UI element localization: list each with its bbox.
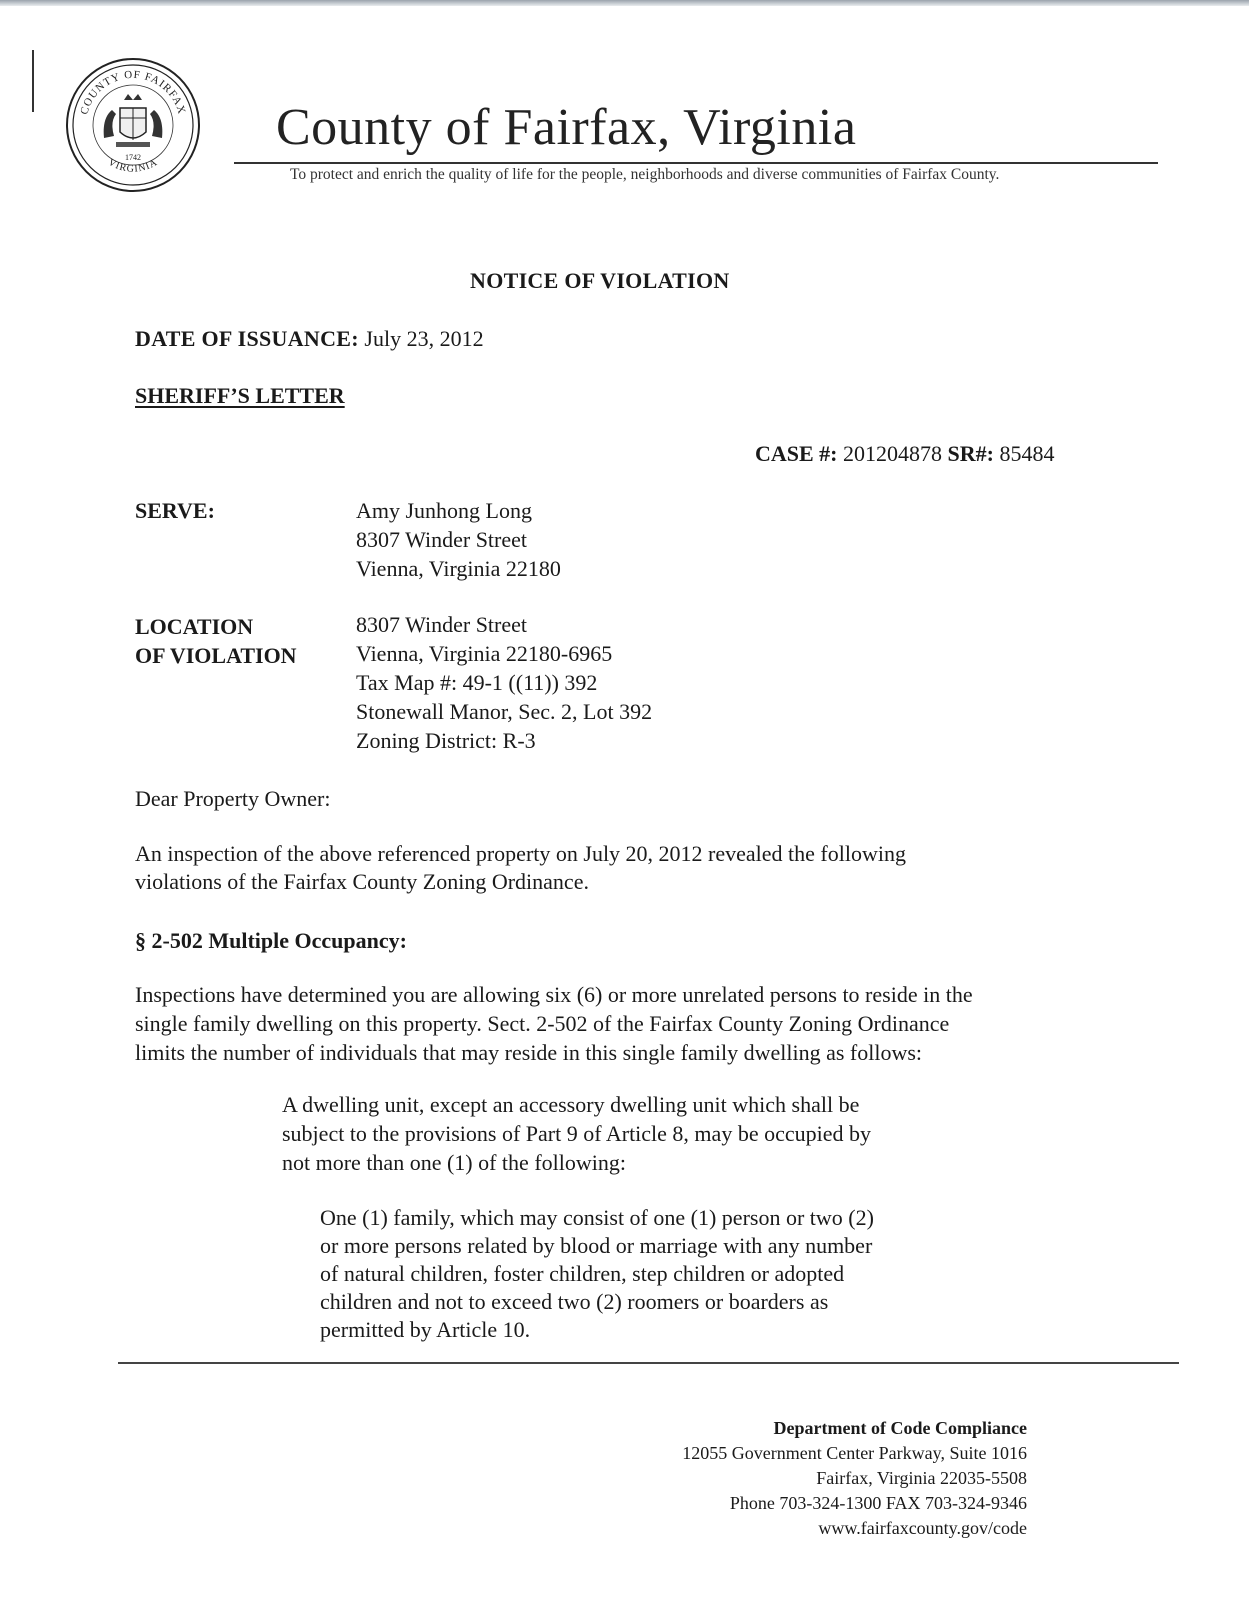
mission-statement: To protect and enrich the quality of life for the people, neighborhoods and diverse communities of Fairfax County. [290,166,1000,183]
location-label [135,612,297,670]
serve-street: 8307 Winder Street [356,527,528,552]
section-heading: § 2-502 Multiple Occupancy: [135,928,407,953]
address-line-2: Fairfax, Virginia 22035-5508 [816,1468,1027,1488]
serve-label: SERVE: [135,498,215,523]
ordinance-subquote [320,1204,874,1344]
quote-line: subject to the provisions of Part 9 of Article 8, may be occupied by [282,1121,871,1146]
serve-name: Amy Junhong Long [356,498,532,523]
paragraph-line: An inspection of the above referenced property on July 20, 2012 revealed the following [135,841,906,866]
quote-line: A dwelling unit, except an accessory dwelling unit which shall be [282,1092,860,1117]
paragraph-line: single family dwelling on this property. Sect. 2-502 of the Fairfax County Zoning Ordinance [135,1011,950,1036]
paragraph-line: Inspections have determined you are allowing six (6) or more unrelated persons to reside in the [135,982,973,1007]
page-title: County of Fairfax, Virginia [276,99,857,156]
quote-line: permitted by Article 10. [320,1317,531,1342]
sheriff-letter-heading: SHERIFF’S LETTER [135,383,345,408]
sr-number: 85484 [999,441,1055,466]
serve-address [356,496,561,583]
seal-bottom-text: VIRGINIA [106,156,160,175]
location-tax-map: Tax Map #: 49-1 ((11)) 392 [356,670,598,695]
website-link[interactable]: www.fairfaxcounty.gov/code [818,1518,1027,1538]
case-label: CASE #: [755,441,838,466]
location-details [356,610,652,755]
location-city: Vienna, Virginia 22180-6965 [356,641,613,666]
case-number: 201204878 [843,441,943,466]
phone-fax: Phone 703-324-1300 FAX 703-324-9346 [729,1493,1027,1513]
department-name: Department of Code Compliance [773,1418,1027,1438]
paragraph-line: limits the number of individuals that may reside in this single family dwelling as follows: [135,1040,923,1065]
paragraph-line: violations of the Fairfax County Zoning Ordinance. [135,869,589,894]
notice-title: NOTICE OF VIOLATION [470,268,730,293]
case-line [755,441,1054,467]
margin-mark [32,50,34,112]
location-subdivision: Stonewall Manor, Sec. 2, Lot 392 [356,699,653,724]
quote-line: One (1) family, which may consist of one (1) person or two (2) [320,1205,874,1230]
ordinance-quote [282,1090,871,1177]
header-divider [234,162,1158,164]
sr-label: SR#: [947,441,994,466]
issuance-line [135,326,484,352]
seal-top-text: COUNTY OF FAIRFAX [78,68,188,117]
quote-line: or more persons related by blood or marriage with any number [320,1233,873,1258]
footer-contact [682,1416,1027,1541]
serve-city: Vienna, Virginia 22180 [356,556,561,581]
location-zoning: Zoning District: R-3 [356,728,536,753]
inspection-paragraph [135,840,906,896]
location-label-line2: OF VIOLATION [135,643,297,668]
quote-line: of natural children, foster children, step children or adopted [320,1261,845,1286]
footer-divider [118,1362,1179,1364]
scan-edge [0,0,1249,6]
county-seal-logo [64,56,202,194]
quote-line: not more than one (1) of the following: [282,1150,626,1175]
address-line-1: 12055 Government Center Parkway, Suite 1016 [682,1443,1027,1463]
location-label-line1: LOCATION [135,614,254,639]
location-street: 8307 Winder Street [356,612,528,637]
salutation: Dear Property Owner: [135,786,331,811]
seal-year: 1742 [125,153,141,162]
issuance-date: July 23, 2012 [364,326,484,351]
issuance-label: DATE OF ISSUANCE: [135,326,359,351]
quote-line: children and not to exceed two (2) roomers or boarders as [320,1289,829,1314]
determination-paragraph [135,980,973,1067]
